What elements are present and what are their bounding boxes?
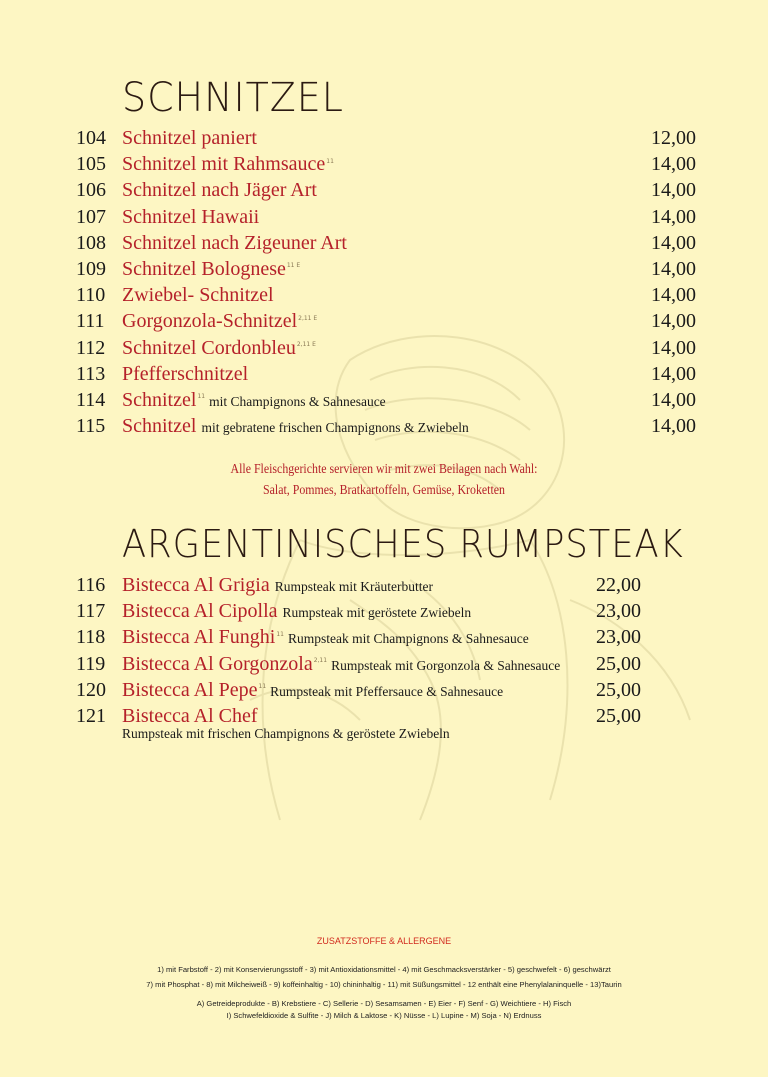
- item-name: Schnitzel mit Rahmsauce$^{11}$: [122, 153, 334, 176]
- item-price: 14,00: [651, 205, 696, 228]
- item-number: 118: [76, 626, 106, 649]
- menu-item: [76, 153, 696, 179]
- allergen-code: 11: [326, 157, 334, 165]
- item-number: 107: [76, 205, 106, 228]
- menu-item: [76, 127, 696, 153]
- item-price: 25,00: [596, 678, 641, 701]
- item-name: Schnitzel Cordonbleu$^{2,11 E}$: [122, 336, 316, 359]
- item-price: 14,00: [651, 179, 696, 202]
- menu-item: [76, 284, 696, 310]
- item-number: 115: [76, 415, 106, 438]
- menu-item: [76, 389, 696, 415]
- item-price: 14,00: [651, 310, 696, 333]
- menu-item: [76, 415, 696, 441]
- section-title-schnitzel: SCHNITZEL: [122, 75, 344, 121]
- item-price: 14,00: [651, 388, 696, 411]
- menu-item: [76, 626, 696, 652]
- item-description: Rumpsteak mit Champignons & Sahnesauce: [287, 631, 529, 647]
- allergen-code: 11 E: [286, 262, 301, 270]
- menu-item: [76, 600, 696, 626]
- item-number: 112: [76, 336, 106, 359]
- item-description: Rumpsteak mit Kräuterbutter: [274, 579, 433, 594]
- allergens-title: ZUSATZSTOFFE & ALLERGENE: [316, 936, 452, 946]
- allergens-line-2: I) Schwefeldioxide & Sulfite - J) Milch & Laktose - K) Nüsse - L) Lupine - M) Soja - N) Erdnuss: [226, 1011, 542, 1020]
- item-description: mit Champignons & Sahnesauce: [209, 393, 386, 409]
- menu-item: [76, 679, 696, 705]
- item-description: mit gebratene frischen Champignons & Zwiebeln: [201, 420, 469, 436]
- additives-line-1: 1) mit Farbstoff - 2) mit Konservierungsstoff - 3) mit Antioxidationsmittel - 4) mit Geschmacksverstärker - 5) geschwefelt - 6) geschwärzt: [157, 965, 611, 974]
- item-number: 116: [76, 574, 106, 596]
- item-name: Bistecca Al Funghi$^{11}$ Rumpsteak mit Champignons & Sahnesauce: [122, 626, 529, 649]
- menu-item: [76, 232, 696, 258]
- menu-item: [76, 337, 696, 363]
- item-price: 14,00: [651, 153, 696, 176]
- menu-item: [76, 206, 696, 232]
- item-description: Rumpsteak mit geröstete Zwiebeln: [282, 605, 472, 621]
- schnitzel-list: [76, 127, 696, 441]
- item-name: Schnitzel mit gebratene frischen Champignons & Zwiebeln: [122, 415, 469, 438]
- menu-item: [76, 363, 696, 389]
- allergen-code: 11: [197, 393, 206, 401]
- item-name: Schnitzel Bolognese$^{11 E}$: [122, 257, 301, 280]
- menu-item: [76, 574, 696, 600]
- item-price: 22,00: [596, 574, 641, 596]
- item-name: Schnitzel paniert: [122, 127, 257, 149]
- item-price: 14,00: [651, 415, 696, 438]
- side-dish-note-line2: Salat, Pommes, Bratkartoffeln, Gemüse, Kroketten: [263, 482, 505, 497]
- item-price: 14,00: [651, 231, 696, 254]
- item-number: 104: [76, 127, 106, 149]
- menu-item: [76, 653, 696, 679]
- item-price: 12,00: [651, 127, 696, 149]
- item-number: 121: [76, 704, 106, 727]
- section-title-rumpsteak: ARGENTINISCHES RUMPSTEAK: [122, 522, 684, 566]
- allergens-line-1: A) Getreideprodukte - B) Krebstiere - C) Sellerie - D) Sesamsamen - E) Eier - F) Senf - G) Weichtiere - H) Fisch: [196, 999, 572, 1008]
- item-price: 25,00: [596, 652, 641, 675]
- item-name: Schnitzel Hawaii: [122, 205, 260, 228]
- item-description: Rumpsteak mit Pfeffersauce & Sahnesauce: [270, 683, 504, 699]
- allergen-code: 2,11 E: [298, 314, 318, 322]
- item-number: 108: [76, 231, 106, 254]
- item-number: 117: [76, 600, 106, 623]
- item-name: Schnitzel nach Zigeuner Art: [122, 231, 347, 254]
- item-description: Rumpsteak mit Gorgonzola & Sahnesauce: [331, 657, 561, 673]
- item-price: 14,00: [651, 284, 696, 307]
- item-price: 14,00: [651, 336, 696, 359]
- item-number: 111: [76, 310, 105, 333]
- item-name: Bistecca Al Pepe$^{11}$ Rumpsteak mit Pfeffersauce & Sahnesauce: [122, 678, 504, 701]
- item-description: Rumpsteak mit frischen Champignons & geröstete Zwiebeln: [122, 725, 450, 741]
- item-name: Bistecca Al Gorgonzola$^{2,11}$ Rumpsteak mit Gorgonzola & Sahnesauce: [122, 652, 561, 675]
- item-name: Zwiebel- Schnitzel: [122, 284, 274, 307]
- allergen-code: 2,11 E: [296, 340, 316, 348]
- allergen-code: 2,11: [313, 656, 328, 664]
- item-price: 23,00: [596, 626, 641, 649]
- item-number: 109: [76, 257, 106, 280]
- item-number: 119: [76, 652, 106, 675]
- rumpsteak-list: [76, 574, 696, 745]
- item-price: 23,00: [596, 600, 641, 623]
- allergen-code: 11: [258, 683, 267, 691]
- item-number: 114: [76, 388, 106, 411]
- menu-item: [76, 179, 696, 205]
- item-name: Bistecca Al Cipolla Rumpsteak mit geröstete Zwiebeln: [122, 600, 472, 623]
- item-name: Schnitzel nach Jäger Art: [122, 179, 317, 202]
- item-name: Pfefferschnitzel: [122, 362, 249, 385]
- side-dish-note-line1: Alle Fleischgerichte servieren wir mit zwei Beilagen nach Wahl:: [230, 461, 538, 476]
- menu-item: [76, 258, 696, 284]
- additives-line-2: 7) mit Phosphat - 8) mit Milcheiweiß - 9) koffeinhaltig - 10) chininhaltig - 11) mit Süßungsmittel - 12 enthält eine Phenylalaninquelle - 13)Taurin: [146, 980, 622, 989]
- item-name: Gorgonzola-Schnitzel$^{2,11 E}$: [122, 310, 318, 333]
- menu-item: [76, 705, 696, 745]
- item-number: 106: [76, 179, 106, 202]
- item-number: 120: [76, 678, 106, 701]
- item-name: Bistecca Al Chef: [122, 704, 258, 727]
- item-name: Bistecca Al Grigia Rumpsteak mit Kräuterbutter: [122, 574, 433, 596]
- menu-item: [76, 310, 696, 336]
- item-number: 110: [76, 284, 106, 307]
- item-number: 113: [76, 362, 106, 385]
- item-price: 14,00: [651, 362, 696, 385]
- item-price: 14,00: [651, 257, 696, 280]
- item-price: 25,00: [596, 704, 641, 727]
- allergen-code: 11: [276, 630, 284, 638]
- item-number: 105: [76, 153, 106, 176]
- item-name: Schnitzel$^{11}$ mit Champignons & Sahnesauce: [122, 388, 386, 411]
